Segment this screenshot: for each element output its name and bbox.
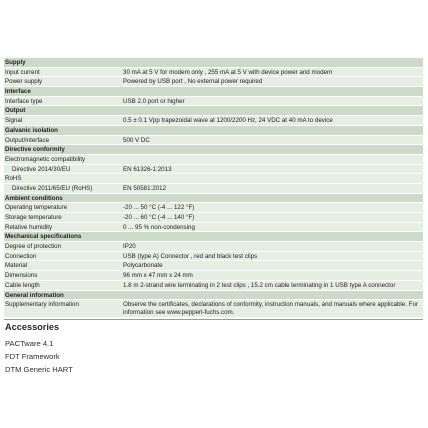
accessory-item: FDT Framework [5, 352, 60, 361]
spec-row [4, 213, 423, 223]
section-header-row [4, 145, 423, 155]
spec-label: Directive 2011/65/EU (RoHS) [12, 184, 93, 192]
accessory-item: DTM Generic HART [5, 365, 73, 374]
spec-label: RoHS [5, 175, 22, 183]
spec-value: 0.5 ± 0.1 Vpp trapezoidal wave at 1200/2200 Hz, 24 VDC at 40 mA to device [123, 117, 333, 125]
spec-value: -20 ... 50 °C (-4 ... 122 °F) [123, 204, 195, 212]
section-header-row [4, 194, 423, 204]
spec-row [4, 68, 423, 78]
section-title: Mechanical specifications [5, 233, 82, 241]
section-header-row [4, 58, 423, 68]
spec-value: EN 61326-1:2013 [123, 165, 172, 173]
spec-label: Operating temperature [5, 204, 68, 212]
spec-row [4, 116, 423, 126]
spec-value: USB 2.0 port or higher [123, 97, 185, 105]
spec-value: -20 ... 60 °C (-4 ... 140 °F) [123, 214, 195, 221]
section-title: Directive conformity [5, 146, 65, 154]
section-header-row [4, 232, 423, 242]
spec-value: 96 mm x 47 mm x 24 mm [123, 272, 193, 280]
spec-row [4, 223, 423, 233]
spec-row [4, 300, 423, 318]
spec-label: Degree of protection [5, 243, 62, 251]
spec-value: Powered by USB port , No external power required [123, 78, 263, 86]
spec-row [4, 281, 423, 291]
spec-value: 0 ... 95 % non-condensing [123, 223, 195, 231]
spec-label: Power supply [5, 78, 43, 86]
accessory-item: PACTware 4.1 [5, 339, 54, 348]
section-title: Supply [5, 59, 26, 66]
spec-label: Cable length [5, 281, 40, 289]
spec-label: Electromagnetic compatibility [5, 155, 86, 163]
spec-row [4, 155, 423, 165]
section-header-row [4, 87, 423, 97]
specification-table [4, 58, 423, 318]
spec-value: Observe the certificates, declarations of conformity, instruction manuals, and manuals where applicable. For information see www.pepperl-fuchs.com. [123, 301, 418, 317]
section-title: Output [5, 107, 26, 115]
spec-row [4, 203, 423, 213]
spec-row [4, 252, 423, 262]
spec-value: USB (type A) Connector , red and black test clips [123, 252, 258, 260]
spec-value: 1.8 m 2-strand wire terminating in 2 test clips , 15.2 cm cable terminating in 1 USB type A connector [123, 281, 396, 289]
spec-label: Relative humidity [5, 223, 53, 231]
section-header-row [4, 291, 423, 301]
spec-value: 30 mA at 5 V for modem only , 255 mA at 5 V with device power and modem [123, 68, 333, 76]
spec-label: Supplementary information [5, 301, 79, 309]
spec-row [4, 242, 423, 252]
section-title: Galvanic isolation [5, 126, 58, 134]
spec-row [4, 165, 423, 175]
spec-value: IP20 [123, 243, 136, 251]
spec-label: Directive 2014/30/EU [12, 165, 71, 173]
section-title: General information [5, 291, 64, 299]
spec-value: Polycarbonate [123, 262, 163, 270]
spec-row [4, 97, 423, 107]
section-header-row [4, 126, 423, 136]
accessories-heading: Accessories [5, 322, 60, 332]
spec-label: Interface type [5, 97, 43, 105]
spec-label: Input current [5, 68, 40, 76]
spec-value: 500 V DC [123, 136, 150, 144]
spec-row [4, 136, 423, 146]
section-header-row [4, 106, 423, 116]
spec-row [4, 261, 423, 271]
spec-label: Storage temperature [5, 214, 62, 221]
spec-value: EN 50581:2012 [123, 184, 167, 192]
spec-label: Dimensions [5, 272, 38, 280]
section-divider [4, 319, 423, 320]
spec-row [4, 271, 423, 281]
spec-label: Output/interface [5, 136, 50, 144]
spec-label: Signal [5, 117, 23, 125]
spec-label: Connection [5, 252, 37, 260]
spec-row [4, 174, 423, 184]
spec-row [4, 184, 423, 194]
section-title: Interface [5, 88, 31, 96]
spec-row [4, 77, 423, 87]
spec-label: Material [5, 262, 28, 270]
section-title: Ambient conditions [5, 194, 63, 202]
